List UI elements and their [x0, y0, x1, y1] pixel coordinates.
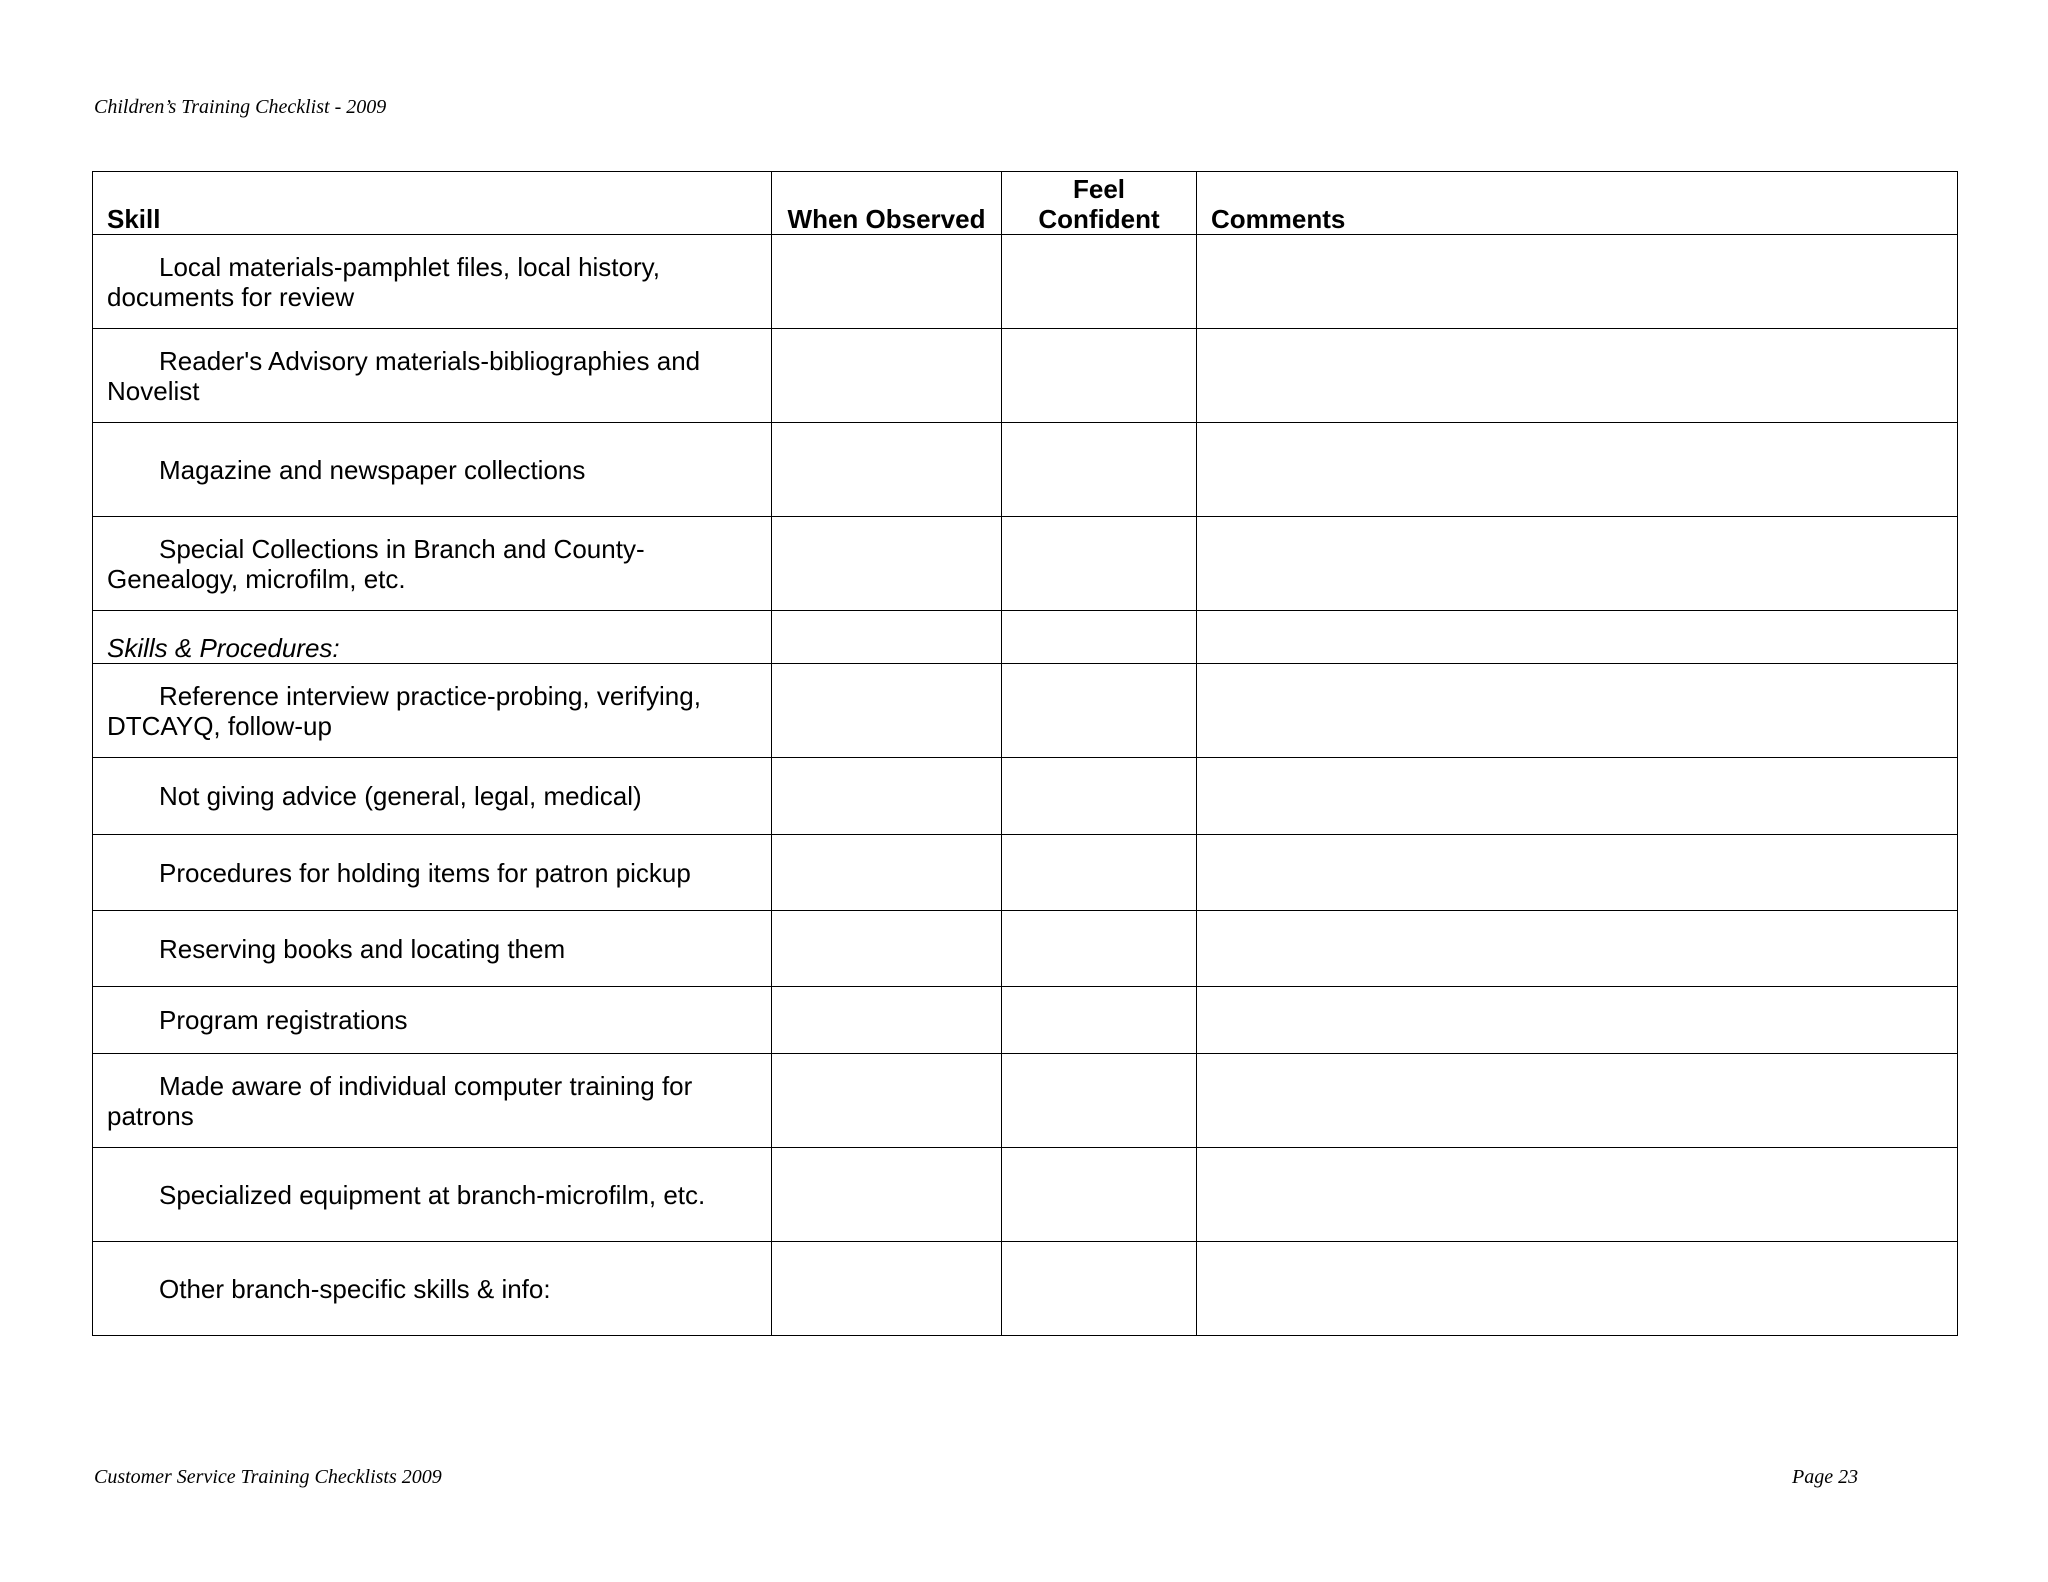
- when-observed-cell[interactable]: [772, 329, 1002, 423]
- column-header-feel-line: Feel: [1072, 174, 1126, 204]
- skill-label: Made aware of individual computer training for patrons: [107, 1070, 693, 1131]
- table-row: [93, 987, 1958, 1054]
- feel-confident-cell[interactable]: [1002, 987, 1197, 1054]
- when-observed-cell[interactable]: [772, 235, 1002, 329]
- feel-confident-cell[interactable]: [1002, 235, 1197, 329]
- when-observed-cell[interactable]: [772, 1054, 1002, 1148]
- when-observed-cell[interactable]: [772, 1242, 1002, 1336]
- comments-cell[interactable]: [1197, 1148, 1958, 1242]
- skill-label: Procedures for holding items for patron pickup: [159, 857, 691, 888]
- when-observed-cell[interactable]: [772, 911, 1002, 987]
- table-row: [93, 235, 1958, 329]
- when-observed-cell[interactable]: [772, 1148, 1002, 1242]
- comments-cell[interactable]: [1197, 1054, 1958, 1148]
- section-label-skills-procedures: Skills & Procedures:: [93, 611, 772, 664]
- skill-cell: [93, 664, 772, 758]
- table-row: [93, 758, 1958, 835]
- when-observed-cell[interactable]: [772, 423, 1002, 517]
- skill-cell: [93, 911, 772, 987]
- skill-label: Magazine and newspaper collections: [159, 454, 586, 485]
- skill-cell: [93, 835, 772, 911]
- column-header-skill: Skill: [93, 172, 772, 235]
- comments-cell[interactable]: [1197, 911, 1958, 987]
- comments-cell[interactable]: [1197, 235, 1958, 329]
- feel-confident-cell[interactable]: [1002, 611, 1197, 664]
- skill-cell: [93, 987, 772, 1054]
- table-row: [93, 911, 1958, 987]
- comments-cell[interactable]: [1197, 758, 1958, 835]
- column-header-comments: Comments: [1197, 172, 1958, 235]
- feel-confident-cell[interactable]: [1002, 423, 1197, 517]
- feel-confident-cell[interactable]: [1002, 1148, 1197, 1242]
- skill-label: Not giving advice (general, legal, medical): [159, 781, 642, 811]
- training-checklist-table: [92, 171, 1958, 1336]
- when-observed-cell[interactable]: [772, 835, 1002, 911]
- page-number: Page 23: [1792, 1466, 1859, 1488]
- column-header-feel-confident: [1002, 172, 1197, 235]
- skill-label: Reserving books and locating them: [159, 933, 566, 964]
- comments-cell[interactable]: [1197, 423, 1958, 517]
- feel-confident-cell[interactable]: [1002, 835, 1197, 911]
- comments-cell[interactable]: [1197, 517, 1958, 611]
- skill-cell: [93, 517, 772, 611]
- when-observed-cell[interactable]: [772, 758, 1002, 835]
- table-row: [93, 1242, 1958, 1336]
- table-row: [93, 664, 1958, 758]
- table-header-row: [93, 172, 1958, 235]
- skill-cell: [93, 1242, 772, 1336]
- comments-cell[interactable]: [1197, 987, 1958, 1054]
- comments-cell[interactable]: [1197, 329, 1958, 423]
- feel-confident-cell[interactable]: [1002, 329, 1197, 423]
- skill-label: Other branch-specific skills & info:: [159, 1273, 551, 1304]
- feel-confident-cell[interactable]: [1002, 517, 1197, 611]
- feel-confident-cell[interactable]: [1002, 1054, 1197, 1148]
- when-observed-cell[interactable]: [772, 611, 1002, 664]
- feel-confident-cell[interactable]: [1002, 911, 1197, 987]
- feel-confident-cell[interactable]: [1002, 758, 1197, 835]
- feel-confident-cell[interactable]: [1002, 664, 1197, 758]
- comments-cell[interactable]: [1197, 835, 1958, 911]
- section-row: [93, 611, 1958, 664]
- skill-label: Local materials-pamphlet files, local history, documents for review: [107, 251, 660, 312]
- skill-cell: [93, 423, 772, 517]
- skill-label: Reference interview practice-probing, verifying, DTCAYQ, follow-up: [107, 680, 701, 741]
- table-row: [93, 423, 1958, 517]
- when-observed-cell[interactable]: [772, 664, 1002, 758]
- page-footer-title: Customer Service Training Checklists 2009: [94, 1466, 442, 1488]
- comments-cell[interactable]: [1197, 1242, 1958, 1336]
- skill-cell: [93, 235, 772, 329]
- skill-label: Specialized equipment at branch-microfilm, etc.: [159, 1179, 706, 1210]
- feel-confident-cell[interactable]: [1002, 1242, 1197, 1336]
- skill-cell: [93, 758, 772, 835]
- table-row: [93, 1054, 1958, 1148]
- table-row: [93, 1148, 1958, 1242]
- when-observed-cell[interactable]: [772, 517, 1002, 611]
- table-row: [93, 329, 1958, 423]
- skill-label: Reader's Advisory materials-bibliographies and Novelist: [107, 345, 701, 406]
- column-header-when-observed: When Observed: [772, 172, 1002, 235]
- when-observed-cell[interactable]: [772, 987, 1002, 1054]
- skill-cell: [93, 1148, 772, 1242]
- table-row: [93, 835, 1958, 911]
- column-header-confident-line: Confident: [1038, 204, 1160, 234]
- table-row: [93, 517, 1958, 611]
- skill-cell: [93, 1054, 772, 1148]
- skill-label: Program registrations: [159, 1005, 408, 1035]
- comments-cell[interactable]: [1197, 664, 1958, 758]
- skill-label: Special Collections in Branch and County-Genealogy, microfilm, etc.: [107, 533, 645, 594]
- comments-cell[interactable]: [1197, 611, 1958, 664]
- page-header: Children’s Training Checklist - 2009: [94, 96, 387, 118]
- skill-cell: [93, 329, 772, 423]
